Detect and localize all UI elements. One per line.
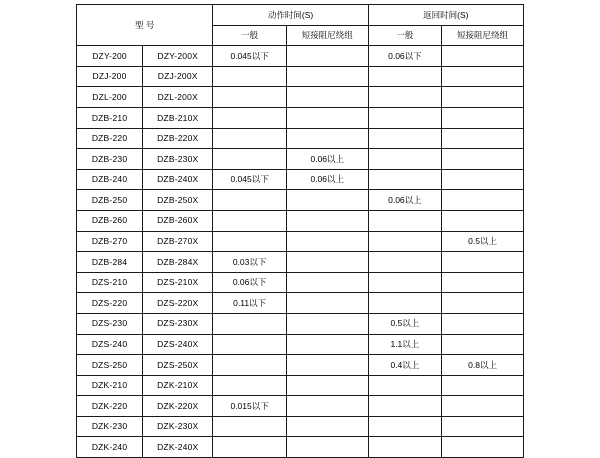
header-return-damped: 短接阻尼绕组	[442, 25, 524, 46]
cell-model-b: DZS-230X	[143, 313, 213, 334]
cell-action-damped: 0.06以上	[286, 149, 368, 170]
cell-model-b: DZB-240X	[143, 169, 213, 190]
cell-model-b: DZB-284X	[143, 252, 213, 273]
cell-action-normal	[213, 313, 286, 334]
table-row	[77, 396, 524, 417]
header-action-normal: 一般	[213, 25, 286, 46]
cell-return-normal: 0.4以上	[368, 355, 441, 376]
cell-action-damped	[286, 416, 368, 437]
cell-model-b: DZS-240X	[143, 334, 213, 355]
cell-return-damped	[442, 87, 524, 108]
cell-model-a: DZB-210	[77, 107, 143, 128]
cell-return-damped	[442, 396, 524, 417]
table-row	[77, 190, 524, 211]
cell-return-normal	[368, 128, 441, 149]
cell-return-damped	[442, 149, 524, 170]
cell-return-normal: 0.06以上	[368, 190, 441, 211]
table-row	[77, 334, 524, 355]
cell-action-damped	[286, 437, 368, 458]
cell-action-normal	[213, 375, 286, 396]
table-row	[77, 252, 524, 273]
cell-action-damped	[286, 128, 368, 149]
cell-model-b: DZJ-200X	[143, 66, 213, 87]
relay-timing-table	[76, 4, 524, 458]
table-row	[77, 231, 524, 252]
cell-model-b: DZS-250X	[143, 355, 213, 376]
cell-return-damped	[442, 169, 524, 190]
cell-return-damped	[442, 313, 524, 334]
cell-model-b: DZB-220X	[143, 128, 213, 149]
cell-model-b: DZB-210X	[143, 107, 213, 128]
cell-return-damped	[442, 252, 524, 273]
cell-model-a: DZB-230	[77, 149, 143, 170]
cell-model-a: DZY-200	[77, 46, 143, 67]
cell-model-a: DZB-250	[77, 190, 143, 211]
cell-model-b: DZS-210X	[143, 272, 213, 293]
header-action-damped: 短接阻尼绕组	[286, 25, 368, 46]
table-body	[77, 46, 524, 458]
cell-action-damped	[286, 355, 368, 376]
table-header-row-groups	[77, 5, 524, 26]
cell-action-damped	[286, 313, 368, 334]
cell-action-damped	[286, 210, 368, 231]
cell-return-damped	[442, 210, 524, 231]
cell-return-damped	[442, 293, 524, 314]
cell-return-normal	[368, 107, 441, 128]
cell-model-a: DZB-270	[77, 231, 143, 252]
cell-return-damped	[442, 334, 524, 355]
cell-action-normal	[213, 231, 286, 252]
cell-action-normal	[213, 355, 286, 376]
cell-action-normal	[213, 334, 286, 355]
table-row	[77, 375, 524, 396]
cell-model-b: DZB-260X	[143, 210, 213, 231]
cell-action-damped	[286, 334, 368, 355]
cell-return-normal	[368, 231, 441, 252]
cell-action-normal	[213, 87, 286, 108]
cell-return-normal	[368, 396, 441, 417]
table-row	[77, 128, 524, 149]
cell-return-damped	[442, 190, 524, 211]
cell-return-damped: 0.5以上	[442, 231, 524, 252]
cell-model-b: DZK-240X	[143, 437, 213, 458]
cell-action-damped	[286, 107, 368, 128]
table-row	[77, 87, 524, 108]
cell-return-damped	[442, 437, 524, 458]
table-row	[77, 107, 524, 128]
cell-model-b: DZS-220X	[143, 293, 213, 314]
table-header	[77, 5, 524, 46]
cell-return-damped	[442, 107, 524, 128]
cell-model-a: DZS-250	[77, 355, 143, 376]
cell-action-normal: 0.045以下	[213, 169, 286, 190]
cell-model-b: DZB-230X	[143, 149, 213, 170]
cell-return-normal	[368, 293, 441, 314]
cell-action-normal: 0.015以下	[213, 396, 286, 417]
cell-action-normal	[213, 437, 286, 458]
cell-return-normal	[368, 169, 441, 190]
table-row	[77, 66, 524, 87]
cell-action-damped	[286, 66, 368, 87]
cell-model-a: DZS-220	[77, 293, 143, 314]
cell-return-normal	[368, 66, 441, 87]
table-row	[77, 293, 524, 314]
cell-return-normal	[368, 252, 441, 273]
cell-return-damped	[442, 66, 524, 87]
cell-action-damped: 0.06以上	[286, 169, 368, 190]
cell-return-damped: 0.8以上	[442, 355, 524, 376]
cell-return-normal	[368, 87, 441, 108]
cell-return-normal	[368, 272, 441, 293]
cell-action-normal: 0.06以下	[213, 272, 286, 293]
cell-model-a: DZB-240	[77, 169, 143, 190]
cell-model-a: DZS-230	[77, 313, 143, 334]
cell-return-normal	[368, 210, 441, 231]
table-row	[77, 272, 524, 293]
header-return-normal: 一般	[368, 25, 441, 46]
table-row	[77, 313, 524, 334]
cell-action-damped	[286, 375, 368, 396]
cell-model-a: DZB-260	[77, 210, 143, 231]
table-row	[77, 169, 524, 190]
cell-action-normal: 0.03以下	[213, 252, 286, 273]
cell-return-damped	[442, 272, 524, 293]
cell-return-normal	[368, 437, 441, 458]
cell-action-damped	[286, 293, 368, 314]
cell-model-a: DZK-220	[77, 396, 143, 417]
cell-action-normal	[213, 66, 286, 87]
cell-action-normal: 0.045以下	[213, 46, 286, 67]
cell-model-a: DZK-230	[77, 416, 143, 437]
cell-model-b: DZB-250X	[143, 190, 213, 211]
cell-return-damped	[442, 416, 524, 437]
cell-model-a: DZB-220	[77, 128, 143, 149]
table-row	[77, 149, 524, 170]
cell-model-b: DZL-200X	[143, 87, 213, 108]
cell-return-damped	[442, 128, 524, 149]
cell-model-b: DZB-270X	[143, 231, 213, 252]
cell-action-damped	[286, 252, 368, 273]
table-row	[77, 210, 524, 231]
cell-action-normal: 0.11以下	[213, 293, 286, 314]
cell-action-damped	[286, 231, 368, 252]
cell-return-damped	[442, 46, 524, 67]
table-row	[77, 355, 524, 376]
cell-return-normal: 1.1以上	[368, 334, 441, 355]
cell-action-normal	[213, 128, 286, 149]
cell-model-a: DZB-284	[77, 252, 143, 273]
cell-action-damped	[286, 46, 368, 67]
cell-action-damped	[286, 190, 368, 211]
table-row	[77, 46, 524, 67]
cell-model-a: DZK-240	[77, 437, 143, 458]
cell-action-normal	[213, 107, 286, 128]
cell-model-a: DZJ-200	[77, 66, 143, 87]
cell-model-a: DZK-210	[77, 375, 143, 396]
cell-action-damped	[286, 272, 368, 293]
cell-model-a: DZL-200	[77, 87, 143, 108]
cell-action-normal	[213, 190, 286, 211]
cell-model-b: DZK-220X	[143, 396, 213, 417]
cell-return-damped	[442, 375, 524, 396]
cell-action-normal	[213, 416, 286, 437]
header-return-time: 返回时间(S)	[368, 5, 523, 26]
cell-return-normal: 0.5以上	[368, 313, 441, 334]
cell-return-normal	[368, 416, 441, 437]
cell-action-normal	[213, 210, 286, 231]
cell-model-b: DZY-200X	[143, 46, 213, 67]
cell-action-damped	[286, 87, 368, 108]
table-row	[77, 437, 524, 458]
cell-model-a: DZS-240	[77, 334, 143, 355]
cell-action-normal	[213, 149, 286, 170]
cell-model-b: DZK-210X	[143, 375, 213, 396]
header-model: 型 号	[77, 5, 213, 46]
cell-return-normal: 0.06以下	[368, 46, 441, 67]
header-action-time: 动作时间(S)	[213, 5, 368, 26]
cell-return-normal	[368, 149, 441, 170]
cell-action-damped	[286, 396, 368, 417]
cell-model-a: DZS-210	[77, 272, 143, 293]
cell-model-b: DZK-230X	[143, 416, 213, 437]
cell-return-normal	[368, 375, 441, 396]
table-row	[77, 416, 524, 437]
